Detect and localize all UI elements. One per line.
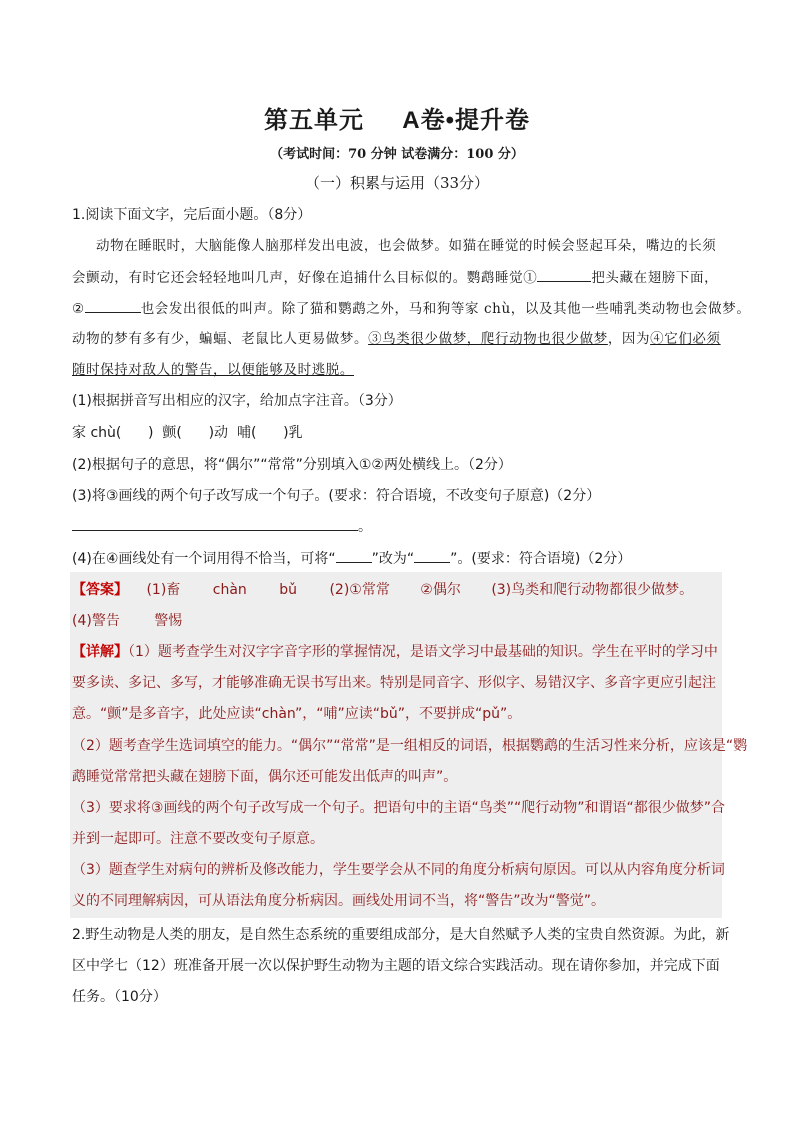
passage-text: 动物的梦有多有少，蝙蝠、老鼠比人更易做梦。 xyxy=(72,331,369,347)
answer-blank-3[interactable] xyxy=(72,516,358,531)
passage-text: ，因为 xyxy=(607,331,651,347)
answer-2: (2)①常常 xyxy=(329,582,390,598)
passage-line-1: 动物在睡眠时，大脑能像人脑那样发出电波，也会做梦。如猫在睡觉的时候会竖起耳朵，嘴边的长须 xyxy=(96,238,717,254)
answer-1: (1)畜 xyxy=(146,582,181,598)
explain-text: （1）题考查学生对汉字字音字形的掌握情况，是语文学习中最基础的知识。学生在平时的学习中 xyxy=(128,644,718,660)
question-1-stem: 1.阅读下面文字，完后面小题。（8分） xyxy=(72,207,312,223)
explain-line-8: （3）题查学生对病句的辨析及修改能力，学生要学会从不同的角度分析病句原因。可以从内容角度分析词 xyxy=(72,862,725,878)
sub-question-1-fill: 家 chù( ) 颤( )动 哺( )乳 xyxy=(72,425,303,441)
answer-2b: ②偶尔 xyxy=(420,582,461,598)
answer-line-1 xyxy=(72,580,722,600)
passage-text: 也会发出很低的叫声。除了猫和鹦鹉之外，马和狗等家 chù，以及其他一些哺乳类动物也会做梦。 xyxy=(140,301,751,317)
sub-question-4-text: (4)在④画线处有一个词用得不恰当，可将“ xyxy=(72,551,336,567)
sub-question-3-end: 。 xyxy=(358,519,372,535)
explain-line-2: 要多读、多记、多写，才能够准确无误书写出来。特别是同音字、形似字、易错汉字、多音字更应引起注 xyxy=(72,675,716,691)
passage-line-3 xyxy=(72,298,751,319)
answer-blank-4a[interactable] xyxy=(336,548,372,563)
passage-text: 把头藏在翅膀下面， xyxy=(591,270,719,286)
answer-1-pinyin-1: chàn xyxy=(212,582,247,598)
fill-blank-1[interactable] xyxy=(537,267,591,282)
passage-line-4 xyxy=(72,329,722,349)
passage-line-2 xyxy=(72,267,722,288)
sub-question-4-text: ”。(要求：符合语境)（2分） xyxy=(450,551,632,567)
answer-label: 【答案】 xyxy=(72,582,128,598)
passage-line-5 xyxy=(72,360,722,380)
sub-question-4 xyxy=(72,548,722,569)
section-heading: （一）积累与运用（33分） xyxy=(304,174,490,192)
answer-1-pinyin-2: bǔ xyxy=(279,582,297,598)
exam-info: （考试时间：70 分钟 试卷满分：100 分） xyxy=(270,147,524,162)
underlined-phrase-4-cont: 随时保持对敌人的警告，以便能够及时逃脱。 xyxy=(72,362,354,378)
fill-blank-2[interactable] xyxy=(85,298,141,313)
explain-line-5: 鹉睡觉常常把头藏在翅膀下面，偶尔还可能发出低声的叫声”。 xyxy=(72,769,458,785)
question-2-line-1: 2.野生动物是人类的朋友，是自然生态系统的重要组成部分，是大自然赋予人类的宝贵自然资源。为此，新 xyxy=(72,927,730,943)
explain-line-9: 义的不同理解病因，可从语法角度分析病因。画线处用词不当，将“警告”改为“警觉”。 xyxy=(72,893,606,909)
explain-line-3: 意。“颤”是多音字，此处应读“chàn”，“哺”应读“bǔ”，不要拼成“pǔ”。 xyxy=(72,706,522,722)
explain-label: 【详解】 xyxy=(72,644,128,660)
passage-text: 会颤动，有时它还会轻轻地叫几声，好像在追捕什么目标似的。鹦鹉睡觉① xyxy=(72,270,538,286)
underlined-sentence-3: ③鸟类很少做梦，爬行动物也很少做梦 xyxy=(368,331,608,347)
answer-4: (4)警告 xyxy=(72,613,120,629)
answer-3: (3)鸟类和爬行动物都很少做梦。 xyxy=(491,582,694,598)
answer-line-2 xyxy=(72,611,722,631)
explain-line-7: 并到一起即可。注意不要改变句子原意。 xyxy=(72,831,324,847)
sub-question-3: (3)将③画线的两个句子改写成一个句子。(要求：符合语境，不改变句子原意)（2分） xyxy=(72,488,601,504)
answer-4b: 警惕 xyxy=(154,613,183,629)
question-2-line-2: 区中学七（12）班准备开展一次以保护野生动物为主题的语文综合实践活动。现在请你参加，并完成下面 xyxy=(72,958,720,974)
page-title: 第五单元 A卷•提升卷 xyxy=(263,107,531,134)
explain-line-6: （3）要求将③画线的两个句子改写成一个句子。把语句中的主语“鸟类”“爬行动物”和谓语“都很少做梦”合 xyxy=(72,800,725,816)
sub-question-1: (1)根据拼音写出相应的汉字，给加点字注音。（3分） xyxy=(72,393,402,409)
explain-line-4: （2）题考查学生选词填空的能力。“偶尔”“常常”是一组相反的词语，根据鹦鹉的生活习性来分析，应该是“鹦 xyxy=(72,738,748,754)
explain-line-1 xyxy=(72,642,722,662)
passage-text: ② xyxy=(72,301,85,317)
sub-question-2: (2)根据句子的意思，将“偶尔”“常常”分别填入①②两处横线上。（2分） xyxy=(72,457,512,473)
sub-question-4-text: ”改为“ xyxy=(371,551,415,567)
underlined-phrase-4: ④它们必须 xyxy=(650,331,721,347)
answer-blank-4b[interactable] xyxy=(414,548,450,563)
sub-question-3-answer-line xyxy=(72,516,722,537)
question-2-line-3: 任务。（10分） xyxy=(72,989,167,1005)
